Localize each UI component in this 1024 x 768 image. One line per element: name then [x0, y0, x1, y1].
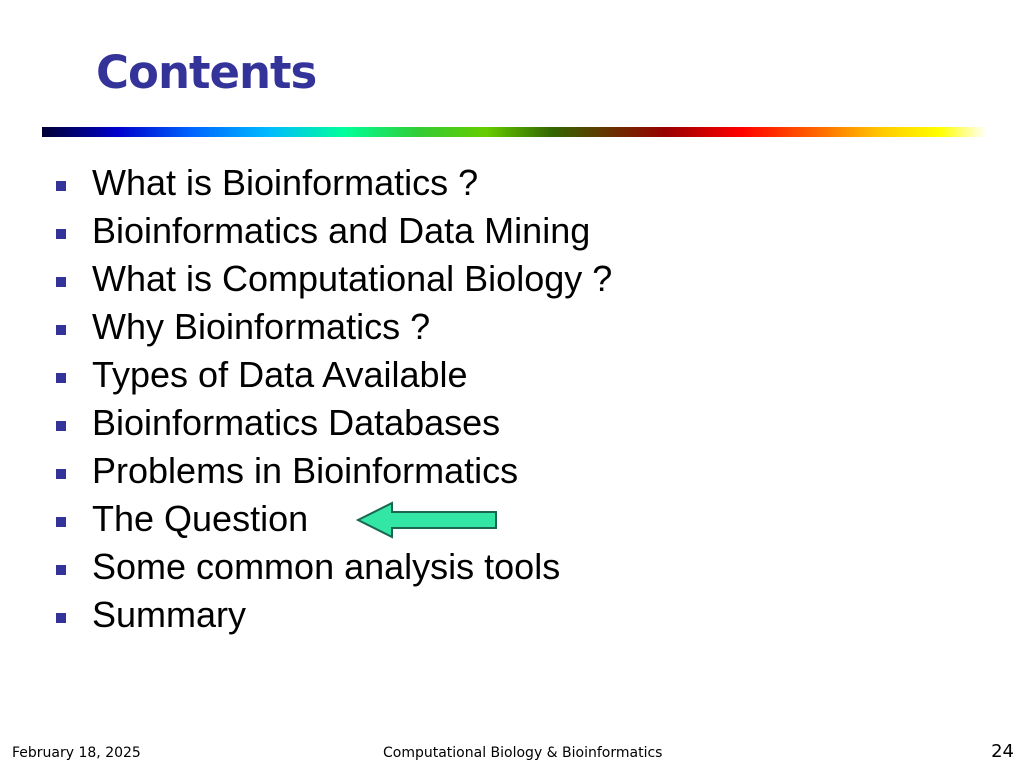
- bullet-text: Summary: [92, 594, 247, 635]
- square-bullet-icon: [56, 229, 66, 239]
- square-bullet-icon: [56, 181, 66, 191]
- square-bullet-icon: [56, 277, 66, 287]
- rainbow-divider: [42, 127, 987, 137]
- bullet-text: Problems in Bioinformatics: [92, 450, 519, 491]
- page-number: 24: [991, 741, 1014, 762]
- slide-title: Contents: [96, 46, 317, 99]
- square-bullet-icon: [56, 325, 66, 335]
- square-bullet-icon: [56, 421, 66, 431]
- bullet-text: Some common analysis tools: [92, 546, 561, 587]
- bullet-text: The Question: [92, 498, 309, 539]
- bullet-text: What is Bioinformatics ?: [92, 162, 479, 203]
- bullet-text: Bioinformatics and Data Mining: [92, 210, 591, 251]
- square-bullet-icon: [56, 565, 66, 575]
- bullet-text: Why Bioinformatics ?: [92, 306, 431, 347]
- footer-course-title: Computational Biology & Bioinformatics: [383, 745, 663, 761]
- footer-date: February 18, 2025: [12, 745, 141, 761]
- bullet-text: Types of Data Available: [92, 354, 468, 395]
- square-bullet-icon: [56, 469, 66, 479]
- square-bullet-icon: [56, 517, 66, 527]
- square-bullet-icon: [56, 613, 66, 623]
- bullet-text: What is Computational Biology ?: [92, 258, 613, 299]
- bullet-text: Bioinformatics Databases: [92, 402, 501, 443]
- left-arrow-shape: [358, 503, 496, 537]
- left-arrow-icon: [356, 501, 498, 539]
- square-bullet-icon: [56, 373, 66, 383]
